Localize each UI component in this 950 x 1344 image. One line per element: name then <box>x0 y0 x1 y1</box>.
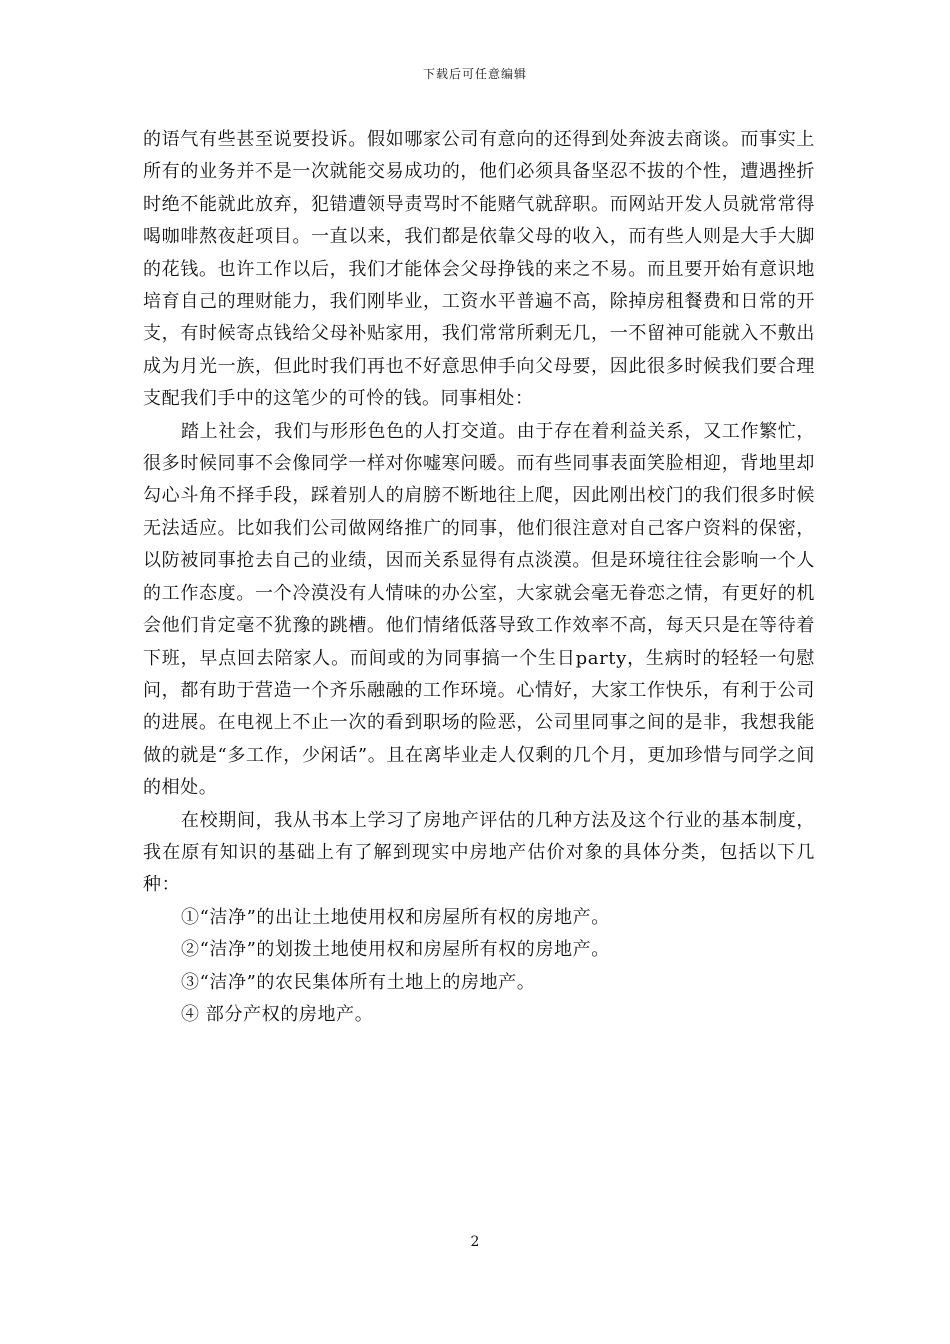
paragraph-colleagues: 踏上社会，我们与形形色色的人打交道。由于存在着利益关系，又工作繁忙，很多时候同事不会像同学一样对你嘘寒问暖。而有些同事表面笑脸相迎，背地里却勾心斗角不择手段，踩着别人的肩膀不断地往上爬，因此刚出校门的我们很多时候无法适应。比如我们公司做网络推广的同事，他们很注意对自己客户资料的保密，以防被同事抢去自己的业绩，因而关系显得有点淡漠。但是环境往往会影响一个人的工作态度。一个冷漠没有人情味的办公室，大家就会毫无眷恋之情，有更好的机会他们肯定毫不犹豫的跳槽。他们情绪低落导致工作效率不高，每天只是在等待着下班，早点回去陪家人。而间或的为同事搞一个生日party，生病时的轻轻一句慰问，都有助于营造一个齐乐融融的工作环境。心情好，大家工作快乐，有利于公司的进展。在电视上不止一次的看到职场的险恶，公司里同事之间的是非，我想我能做的就是“多工作，少闲话”。且在离毕业走人仅剩的几个月，更加珍惜与同学之间的相处。 <box>143 420 815 799</box>
paragraph-school-study: 在校期间，我从书本上学习了房地产评估的几种方法及这个行业的基本制度，我在原有知识的基础上有了解到现实中房地产估价对象的具体分类，包括以下几种： <box>143 809 815 896</box>
page-header: 下载后可任意编辑 <box>422 67 527 81</box>
page-number: 2 <box>470 1234 480 1250</box>
list-item: ③“洁净”的农民集体所有土地上的房地产。 <box>181 971 536 993</box>
list-item: ④ 部分产权的房地产。 <box>181 1003 374 1025</box>
list-item: ②“洁净”的划拨土地使用权和房屋所有权的房地产。 <box>181 939 610 961</box>
paragraph-continued: 的语气有些甚至说要投诉。假如哪家公司有意向的还得到处奔波去商谈。而事实上所有的业务并不是一次就能交易成功的，他们必须具备坚忍不拔的个性，遭遇挫折时绝不能就此放弃，犯错遭领导责骂时不能赌气就辞职。而网站开发人员就常常得喝咖啡熬夜赶项目。一直以来，我们都是依靠父母的收入，而有些人则是大手大脚的花钱。也许工作以后，我们才能体会父母挣钱的来之不易。而且要开始有意识地培育自己的理财能力，我们刚毕业，工资水平普遍不高，除掉房租餐费和日常的开支，有时候寄点钱给父母补贴家用，我们常常所剩无几，一不留神可能就入不敷出成为月光一族，但此时我们再也不好意思伸手向父母要，因此很多时候我们要合理支配我们手中的这笔少的可怜的钱。同事相处： <box>143 129 815 410</box>
document-body <box>143 124 815 1031</box>
list-item: ①“洁净”的出让土地使用权和房屋所有权的房地产。 <box>181 906 610 928</box>
